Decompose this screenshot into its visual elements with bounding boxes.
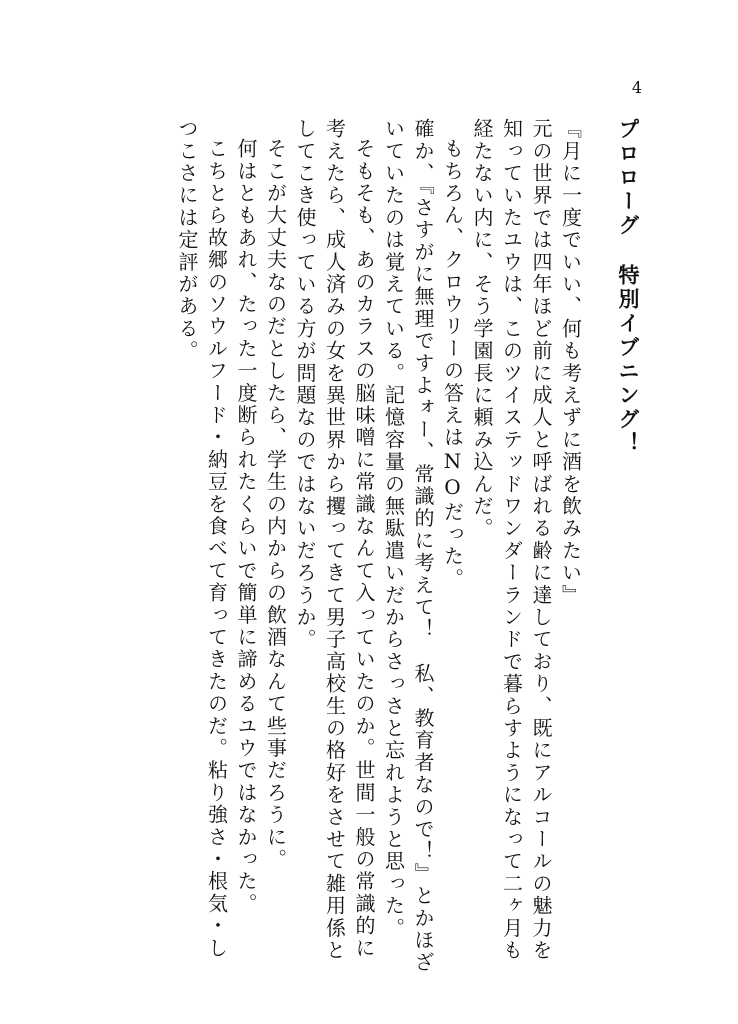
paragraph-5: そもそも、あのカラスの脳味噌に常識なんて入っていたのか。世間一般の常識的に考えたら、成人済みの女を異世界から攫ってきて男子高校生の格好をさせて雑用係としてこき使っている方が問題なのではないだろうか。	[293, 118, 376, 962]
chapter-title-main: プロローグ	[616, 118, 640, 238]
paragraph-2: 元の世界では四年ほど前に成人と呼ばれる齢に達しており、既にアルコールの魅力を知っていたユウは、このツイステッドワンダーランドで暮らすようになって二ヶ月も経たない内に、そう学園長に頼み込んだ。	[470, 118, 553, 962]
paragraph-4: 確か、『さすがに無理ですよォー、常識的に考えて！ 私、教育者なので！』とかほざいていたのは覚えている。記憶容量の無駄遣いだからさっさと忘れようと思った。	[381, 118, 435, 974]
page-number: 4	[631, 78, 643, 97]
paragraph-6: そこが大丈夫なのだとしたら、学生の内からの飲酒なんて些事だろうに。	[263, 138, 288, 871]
paragraph-3: もちろん、クロウリーの答えはNOだった。	[440, 138, 465, 590]
paragraph-8: こちとら故郷のソウルフード・納豆を食べて育ってきたのだ。粘り強さ・根気・しつこさには定評がある。	[175, 118, 229, 960]
paragraph-1: 『月に一度でいい、何も考えずに酒を飲みたい』	[558, 118, 583, 607]
paragraph-7: 何はともあれ、たった一度断られたくらいで簡単に諦めるユウではなかった。	[234, 138, 258, 915]
body-text	[150, 118, 642, 978]
chapter-title	[613, 118, 643, 978]
chapter-title-sub: 特別イブニング！	[616, 264, 640, 456]
